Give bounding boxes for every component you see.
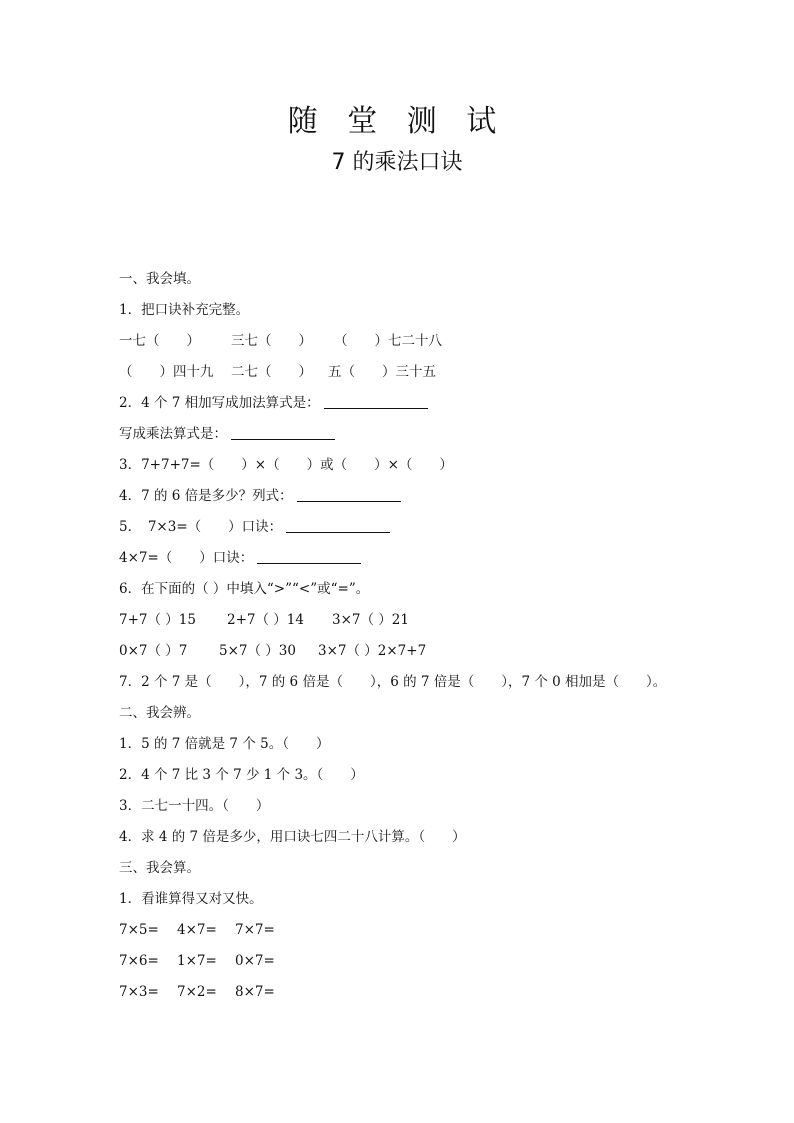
calc-item: 0×7= [235,953,275,969]
page-subtitle: 7 的乘法口诀 [331,150,463,175]
judge-item-4: 4．求 4 的 7 倍是多少，用口诀七四二十八计算。（ ） [119,829,466,845]
question-6-stem: 6．在下面的（ ）中填入“>”“<”或“=”。 [119,581,370,597]
question-5-line-2 [119,547,719,578]
judge-item-1: 1．5 的 7 倍就是 7 个 5。（ ） [119,736,330,752]
section-heading-1: 一、我会填。 [119,271,200,287]
question-5-line-1 [119,516,719,547]
answer-blank[interactable] [257,549,361,564]
blank-item: （ ）七二十八 [334,333,442,349]
question-1-stem: 1．把口诀补充完整。 [119,302,250,318]
answer-blank[interactable] [286,518,390,533]
question-5-a: 5． 7×3=（ ）口诀： [119,519,283,535]
compare-item: 7+7（ ）15 [119,612,196,628]
calc-row-3 [119,981,719,1012]
blank-item: （ ）四十九 [119,364,214,380]
answer-blank[interactable] [324,394,428,409]
question-1-row-1 [119,330,719,361]
calc-item: 7×7= [235,922,275,938]
compare-item: 0×7（ ）7 [119,643,188,659]
compare-item: 3×7（ ）2×7+7 [318,643,427,659]
answer-blank[interactable] [231,425,335,440]
question-7: 7．2 个 7 是（ ），7 的 6 倍是（ ），6 的 7 倍是（ ），7 个 0 相加是（ ）。 [119,674,667,690]
calc-item: 8×7= [235,984,275,1000]
section-heading-2: 二、我会辨。 [119,705,200,721]
question-2-line-2 [119,423,719,454]
judge-item-2: 2．4 个 7 比 3 个 7 少 1 个 3。（ ） [119,767,364,783]
question-2-stem-2: 写成乘法算式是： [119,426,227,442]
blank-item: 二七（ ） [231,364,312,380]
answer-blank[interactable] [297,487,401,502]
question-3: 3．7+7+7=（ ）×（ ）或（ ）×（ ） [119,457,453,473]
calc-row-2 [119,950,719,981]
question-6-row-2 [119,640,719,671]
question-2-line-1 [119,392,719,423]
calc-item: 4×7= [177,922,217,938]
question-6-row-1 [119,609,719,640]
judge-item-3: 3．二七一十四。（ ） [119,798,270,814]
blank-item: 五（ ）三十五 [328,364,436,380]
question-1-row-2 [119,361,719,392]
blank-item: 一七（ ） [119,333,200,349]
question-5-b: 4×7=（ ）口诀： [119,550,254,566]
worksheet-content [119,268,719,1012]
calc-item: 1×7= [177,953,217,969]
compare-item: 2+7（ ）14 [227,612,304,628]
calc-item: 7×3= [119,984,159,1000]
question-2-stem: 2．4 个 7 相加写成加法算式是： [119,395,320,411]
calc-stem: 1．看谁算得又对又快。 [119,891,263,907]
question-4-stem: 4．7 的 6 倍是多少？列式： [119,488,293,504]
section-heading-3: 三、我会算。 [119,860,200,876]
calc-item: 7×5= [119,922,159,938]
question-4-line [119,485,719,516]
blank-item: 三七（ ） [231,333,312,349]
calc-item: 7×6= [119,953,159,969]
compare-item: 3×7（ ）21 [332,612,409,628]
calc-item: 7×2= [177,984,217,1000]
compare-item: 5×7（ ）30 [219,643,296,659]
calc-row-1 [119,919,719,950]
page-title: 随 堂 测 试 [287,104,507,139]
